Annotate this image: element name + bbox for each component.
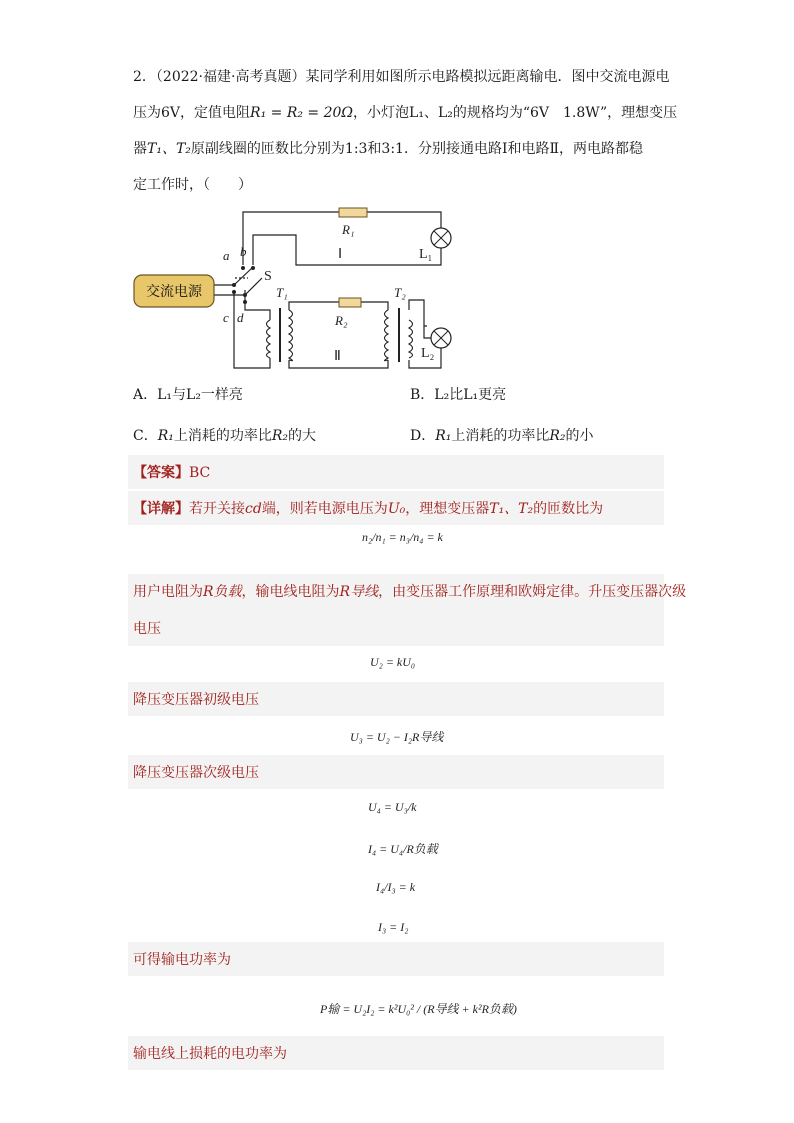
detail-p2-b: ，输电线电阻为 xyxy=(241,584,340,600)
detail-p1-a: 若开关接 xyxy=(189,501,245,517)
question-line-4 xyxy=(133,176,252,194)
label-d: d xyxy=(237,310,244,325)
label-s: S xyxy=(264,269,272,284)
question-line4: 定工作时，（ ） xyxy=(133,177,252,193)
option-c-r1: R₁ xyxy=(157,428,174,444)
resistor-r2 xyxy=(339,298,361,307)
label-t1: T₁ xyxy=(276,285,288,300)
label-l2: L₂ xyxy=(421,346,435,361)
detail-p1-b: 端，则若电源电压为 xyxy=(261,501,388,517)
option-d-letter: D． xyxy=(410,428,436,444)
detail-p1-c: ，理想变压器 xyxy=(405,501,490,517)
option-c-r2: R₂ xyxy=(271,428,289,444)
detail-p1-u0: U₀ xyxy=(387,501,406,517)
option-d[interactable] xyxy=(410,427,594,445)
circuit-diagram xyxy=(128,200,468,380)
lamp-l2-icon xyxy=(431,328,451,348)
label-circuit-2: Ⅱ xyxy=(334,349,341,364)
label-circuit-1: Ⅰ xyxy=(338,247,343,262)
question-line-1 xyxy=(133,68,669,86)
detail-p2-c: ，由变压器工作原理和欧姆定律。升压变压器次级 xyxy=(378,584,687,600)
detail-p2-a: 用户电阻为 xyxy=(133,584,203,600)
question-line2-a: 压为6V，定值电阻 xyxy=(133,105,251,121)
question-line-3 xyxy=(133,140,643,158)
detail-p2-r-load: R负载 xyxy=(203,584,242,600)
detail-line-2 xyxy=(133,583,686,601)
detail-tag: 【详解】 xyxy=(133,501,189,517)
detail-p1-cd: cd xyxy=(245,501,262,517)
option-c[interactable] xyxy=(133,427,316,445)
option-b[interactable]: B．L₂比L₁更亮 xyxy=(410,387,507,403)
lamp-l1-icon xyxy=(431,228,451,248)
equation-3: U₃ = U₂ − I₂R导线 xyxy=(350,730,444,744)
label-a: a xyxy=(223,248,230,263)
answer-tag: 【答案】 xyxy=(133,465,189,481)
option-a[interactable]: A．L₁与L₂一样亮 xyxy=(133,387,243,403)
equation-8: P输 = U₂I₂ = k²U₀² / (R导线 + k²R负载) xyxy=(320,1002,517,1016)
equation-6: I₄/I₃ = k xyxy=(376,880,416,894)
detail-p1-t: T₁、T₂ xyxy=(489,501,534,517)
equation-2: U₂ = kU₀ xyxy=(370,655,416,669)
question-number: 2． xyxy=(133,69,156,85)
question-line1-text: 某同学利用如图所示电路模拟远距离输电．图中交流电源电 xyxy=(305,69,670,85)
detail-p1-d: 的匝数比为 xyxy=(533,501,604,517)
resistor-equation: R₁ = R₂ = 20Ω xyxy=(250,105,354,121)
answer-value: BC xyxy=(189,465,211,481)
question-line3-a: 器 xyxy=(133,141,147,157)
transformer-names: T₁、T₂ xyxy=(147,141,191,157)
option-d-r2: R₂ xyxy=(549,428,566,444)
detail-p2-r-wire: R导线 xyxy=(339,584,379,600)
equation-1: n₂/n₁ = n₃/n₄ = k xyxy=(362,530,443,544)
question-line3-b: 原副线圈的匝数比分别为1:3和3:1．分别接通电路Ⅰ和电路Ⅱ，两电路都稳 xyxy=(190,141,644,157)
option-c-text: 上消耗的功率比 xyxy=(173,428,272,444)
detail-line-4: 降压变压器初级电压 xyxy=(133,692,259,708)
detail-line-1 xyxy=(133,500,603,518)
option-d-text: 上消耗的功率比 xyxy=(451,428,550,444)
label-b: b xyxy=(240,244,247,259)
option-d-end: 的小 xyxy=(565,428,594,444)
detail-line-3: 电压 xyxy=(133,621,161,637)
label-t2: T₂ xyxy=(394,285,406,300)
label-c: c xyxy=(223,310,229,325)
equation-7: I₃ = I₂ xyxy=(378,920,409,934)
question-line2-b: ，小灯泡L₁、L₂的规格均为“6V 1.8W”，理想变压 xyxy=(353,105,678,121)
resistor-r1 xyxy=(339,208,367,217)
answer-line xyxy=(133,464,210,482)
label-l1: L₁ xyxy=(419,247,433,262)
equation-5: I₄ = U₄/R负载 xyxy=(368,842,438,856)
label-r2: R₂ xyxy=(335,313,348,328)
detail-line-7: 输电线上损耗的电功率为 xyxy=(133,1046,287,1062)
option-d-r1: R₁ xyxy=(435,428,452,444)
option-c-letter: C． xyxy=(133,428,158,444)
detail-line-5: 降压变压器次级电压 xyxy=(133,765,259,781)
equation-4: U₄ = U₃/k xyxy=(368,800,417,814)
detail-line-6: 可得输电功率为 xyxy=(133,952,231,968)
question-line-2 xyxy=(133,104,677,122)
label-r1: R₁ xyxy=(342,222,355,237)
question-source: （2022·福建·高考真题） xyxy=(155,69,306,85)
option-c-end: 的大 xyxy=(288,428,317,444)
ac-source-label: 交流电源 xyxy=(146,284,202,300)
